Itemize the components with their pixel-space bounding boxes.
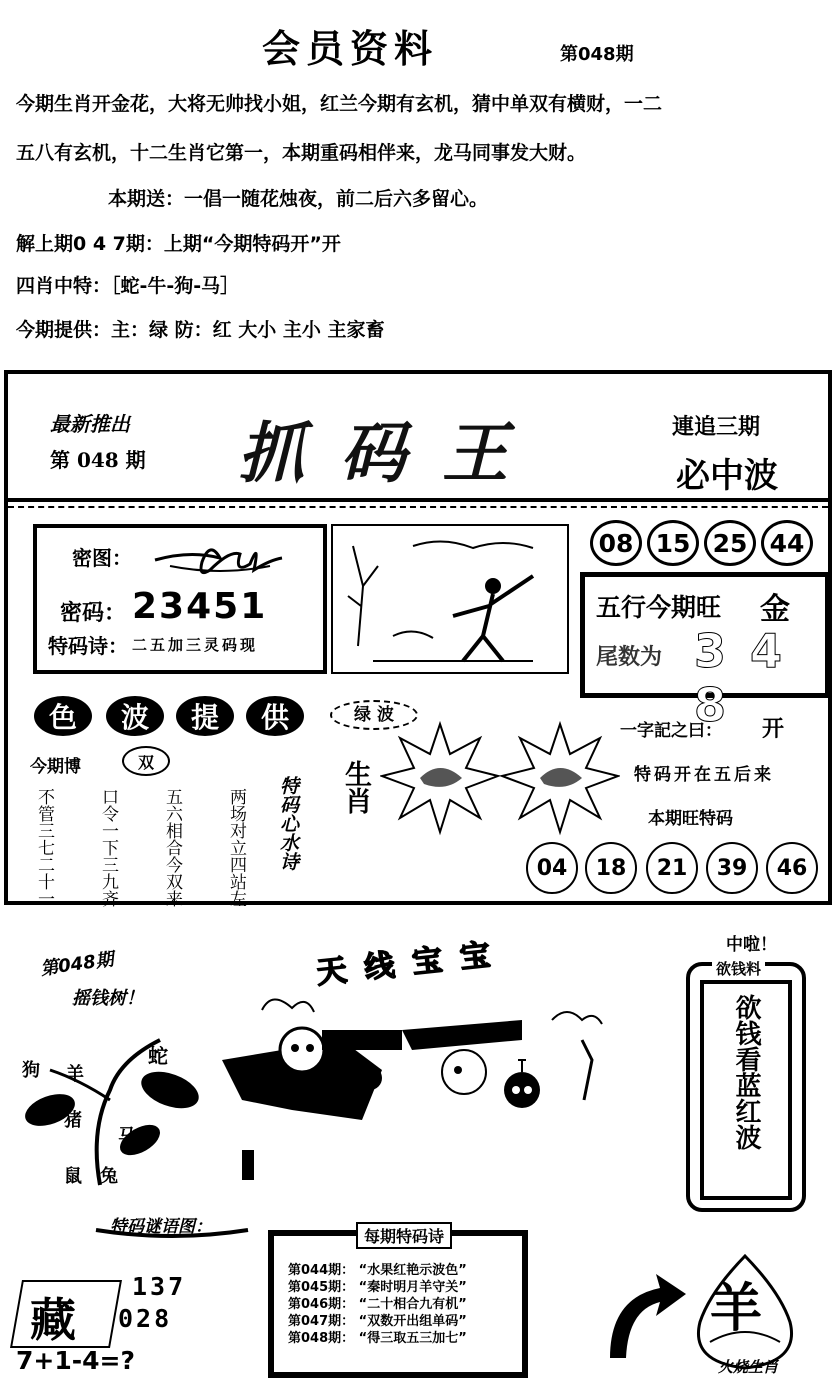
poem-history-row: 第046期： “二十相合九有机” [288, 1297, 467, 1312]
tiger-burst-icon [380, 718, 620, 838]
fire-label: 火烧生肖 [718, 1358, 779, 1376]
tail-value: 3 4 8 [694, 624, 787, 732]
teletubbies-drawing-icon [222, 990, 632, 1180]
chase-subtitle: 必中波 [676, 456, 778, 496]
mima-image-label: 密图： [72, 546, 132, 570]
poem-side-label: 特码心水诗 [277, 776, 299, 871]
top-number-ball: 08 [590, 520, 642, 566]
poem-column: 五六相合今双来 [162, 788, 182, 907]
intro-line-2: 五八有玄机，十二生肖它第一，本期重码相伴来，龙马同事发大财。 [16, 142, 587, 164]
sebo-pill: 供 [246, 696, 304, 736]
latest-label: 最新推出 [50, 412, 130, 436]
yizi-label: 一字記之曰： [620, 721, 722, 741]
bet-value: 双 [122, 746, 170, 776]
top-number-ball: 25 [704, 520, 756, 566]
sebo-pill: 波 [106, 696, 164, 736]
banner-dash-line [8, 506, 828, 508]
poem-history-row: 第047期： “双数开出组单码” [288, 1314, 467, 1329]
puzzle-underline-icon [92, 1226, 252, 1242]
shengxiao-label: 生肖 [340, 760, 371, 814]
banner-divider [4, 498, 832, 502]
wuxing-label: 五行今期旺 [596, 593, 722, 622]
wang-number-ball: 04 [526, 842, 578, 894]
sebo-pill: 提 [176, 696, 234, 736]
calligraphy-title: 抓码王 [238, 414, 544, 492]
scroll-text: 欲钱看蓝红波 [731, 994, 761, 1150]
puzzle-title: 特码谜语图： [110, 1217, 212, 1237]
puzzle-row-1: 137 [132, 1272, 187, 1301]
wang-number-ball: 46 [766, 842, 818, 894]
poem-history-row: 第045期： “秦时明月羊守关” [288, 1280, 467, 1295]
tree-word: 狗 [22, 1060, 40, 1081]
chase-title: 連追三期 [672, 414, 761, 440]
tree-word: 马 [118, 1126, 136, 1147]
illustration-box [331, 524, 569, 674]
tree-word: 羊 [66, 1064, 84, 1085]
curved-arrow-icon [600, 1258, 690, 1368]
poem-column: 口令一下三九齐 [98, 788, 118, 907]
mima-code-value: 23451 [132, 586, 268, 627]
top-number-ball: 44 [761, 520, 813, 566]
top-number-row [590, 518, 835, 568]
yizi-value: 开 [762, 716, 785, 742]
wang-number-ball: 21 [646, 842, 698, 894]
page-title: 会员资料 [262, 26, 439, 71]
poem-history-list [288, 1262, 524, 1347]
zhongla-label: 中啦！ [726, 935, 777, 955]
tree-word: 兔 [100, 1166, 118, 1187]
tree-word: 猪 [64, 1110, 82, 1131]
mima-poem-value: 二五加三灵码现 [132, 636, 259, 654]
intro-line-1: 今期生肖开金花，大将无帅找小姐，红兰今期有玄机，猜中单双有横财，一二 [16, 93, 663, 115]
poem-history-title: 每期特码诗 [356, 1222, 452, 1249]
poem-column: 两场对立四站左 [226, 788, 246, 907]
intro-line-4: 解上期0 4 7期：上期“今期特码开”开 [16, 233, 341, 255]
wang-number-ball: 39 [706, 842, 758, 894]
wang-number-ball: 18 [585, 842, 637, 894]
swordsman-drawing-icon [333, 526, 567, 672]
green-wave-tag: 绿 波 [330, 700, 418, 730]
poem-history-row: 第044期： “水果红艳示波色” [288, 1263, 467, 1278]
money-tree-label: 摇钱树！ [72, 988, 144, 1009]
wang-label: 本期旺特码 [648, 809, 733, 829]
poem-history-row: 第048期： “得三取五三加七” [288, 1331, 467, 1346]
lower-issue-badge: 第048期 [39, 948, 115, 981]
puzzle-equation: 7+1-4=? [16, 1346, 135, 1375]
tema-note: 特码开在五后来 [634, 765, 774, 785]
wuxing-value: 金 [760, 592, 790, 627]
intro-line-5: 四肖中特：［蛇-牛-狗-马］ [16, 275, 240, 297]
intro-line-3: 本期送：一倡一随花烛夜，前二后六多留心。 [108, 188, 489, 210]
banner-issue: 第 048 期 [50, 448, 146, 472]
puzzle-row-2: 028 [118, 1304, 173, 1333]
bet-label: 今期博 [30, 757, 81, 777]
mima-code-label: 密码： [60, 601, 127, 626]
issue-number: 第048期 [560, 44, 634, 65]
intro-line-6: 今期提供：主：绿 防：红 大小 主小 主家畜 [16, 319, 385, 341]
tree-word: 鼠 [64, 1166, 82, 1187]
tail-label: 尾数为 [596, 645, 663, 670]
tianxian-title: 天线宝宝 [315, 936, 510, 991]
mima-poem-label: 特码诗： [48, 634, 128, 658]
fire-char: 羊 [710, 1278, 763, 1339]
scroll-head: 欲钱料 [712, 958, 765, 979]
sebo-pill: 色 [34, 696, 92, 736]
puzzle-char: 藏 [30, 1293, 76, 1347]
top-number-ball: 15 [647, 520, 699, 566]
poem-column: 不管三七二十一 [34, 788, 54, 907]
signature-scribble-icon [150, 530, 290, 590]
tree-word: 蛇 [148, 1044, 168, 1068]
